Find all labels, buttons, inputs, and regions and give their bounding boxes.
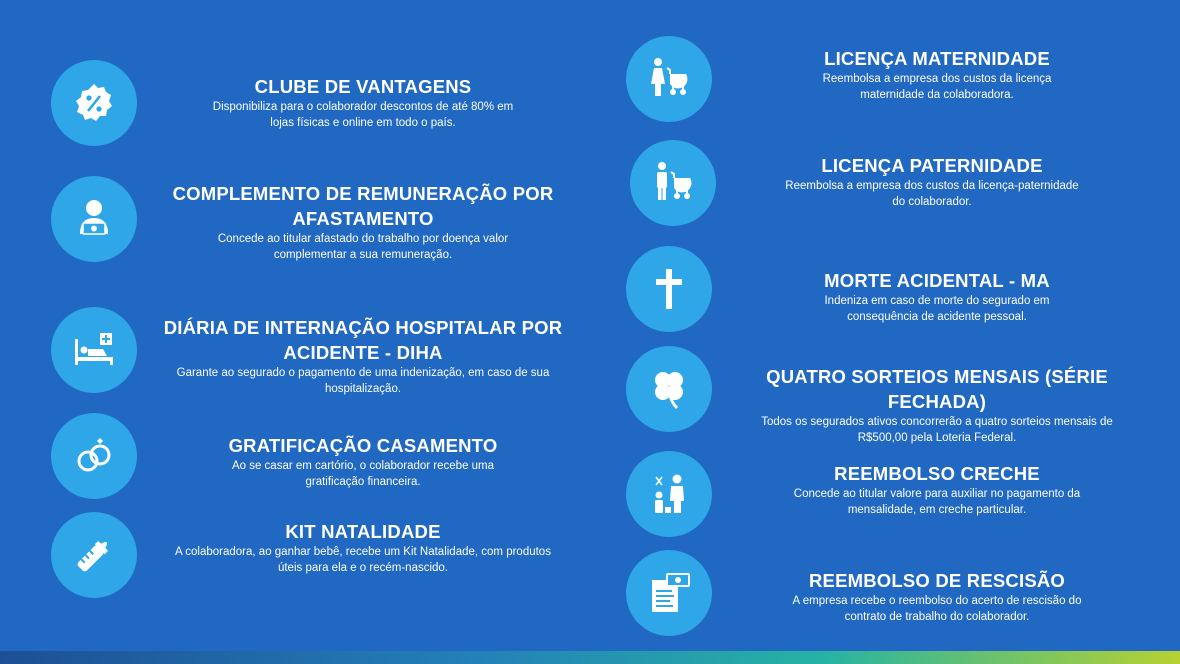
benefit-desc-line: Concede ao titular valore para auxiliar no pagamento da [793, 488, 1081, 500]
benefit-desc-line: Reembolsa a empresa dos custos da licença-paternidade [785, 180, 1079, 192]
cross-icon [626, 246, 712, 332]
benefit-desc-line: A empresa recebe o reembolso do acerto de rescisão do [792, 595, 1082, 607]
bottom-gradient-bar [0, 651, 1180, 664]
document-money-icon [626, 550, 712, 636]
person-money-icon [51, 176, 137, 262]
benefit-desc-line: Disponibiliza para o colaborador descontos de até 80% em [212, 101, 514, 113]
benefit-title: REEMBOLSO CRECHE [834, 463, 1040, 484]
benefit-desc-line: mensalidade, em creche particular. [847, 504, 1027, 516]
benefit-title: GRATIFICAÇÃO CASAMENTO [228, 435, 498, 456]
benefit-desc-line: consequência de acidente pessoal. [847, 311, 1027, 323]
woman-stroller-icon [626, 36, 712, 122]
clover-icon [626, 346, 712, 432]
benefit-desc-line: maternidade da colaboradora. [860, 89, 1014, 101]
benefit-desc-line: contrato de trabalho do colaborador. [844, 611, 1030, 623]
benefit-desc-line: lojas físicas e online em todo o país. [270, 117, 456, 129]
benefit-title: KIT NATALIDADE [285, 521, 441, 542]
benefit-title: DIÁRIA DE INTERNAÇÃO HOSPITALAR POR [163, 317, 563, 338]
benefit-desc-line: complementar a sua remuneração. [273, 249, 453, 261]
benefit-title: QUATRO SORTEIOS MENSAIS (SÉRIE FECHADA) [766, 366, 1108, 412]
benefit-desc-line: úteis para ela e o recém-nascido. [277, 562, 449, 574]
benefit-title: MORTE ACIDENTAL - MA [824, 270, 1050, 291]
benefit-title: ACIDENTE - DIHA [283, 342, 443, 363]
benefit-desc-line: Indeniza em caso de morte do segurado em [824, 295, 1050, 307]
benefit-title: COMPLEMENTO DE REMUNERAÇÃO POR [172, 183, 554, 204]
baby-bottle-icon [51, 512, 137, 598]
benefit-title: LICENÇA MATERNIDADE [824, 48, 1050, 69]
benefit-desc-line: gratificação financeira. [305, 476, 421, 488]
benefit-desc-line: Ao se casar em cartório, o colaborador recebe uma [231, 460, 495, 472]
childcare-icon [626, 451, 712, 537]
benefit-desc-line: Garante ao segurado o pagamento de uma indenização, em caso de sua [176, 367, 550, 379]
benefit-desc-line: Todos os segurados ativos concorrerão a quatro sorteios mensais de [761, 416, 1113, 428]
benefit-desc-line: Concede ao titular afastado do trabalho por doença valor [217, 233, 509, 245]
benefit-title: CLUBE DE VANTAGENS [254, 76, 472, 97]
benefit-desc-line: R$500,00 pela Loteria Federal. [857, 432, 1017, 444]
benefit-desc-line: do colaborador. [892, 196, 972, 208]
discount-badge-icon [51, 60, 137, 146]
benefit-desc-line: A colaboradora, ao ganhar bebê, recebe um Kit Natalidade, com produtos [175, 546, 551, 558]
benefit-title: REEMBOLSO DE RESCISÃO [808, 570, 1066, 591]
benefit-title: LICENÇA PATERNIDADE [821, 155, 1043, 176]
hospital-bed-icon [51, 307, 137, 393]
benefit-desc-line: hospitalização. [324, 383, 402, 395]
wedding-rings-icon [51, 413, 137, 499]
benefit-title: AFASTAMENTO [292, 208, 434, 229]
man-stroller-icon [630, 140, 716, 226]
benefit-desc-line: Reembolsa a empresa dos custos da licença [822, 73, 1052, 85]
